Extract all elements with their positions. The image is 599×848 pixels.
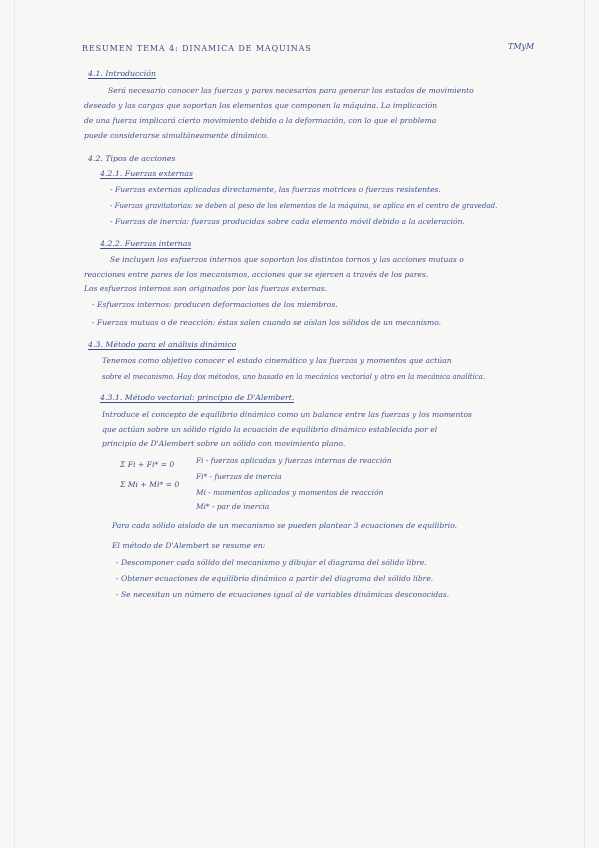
paragraph-line: que actúan sobre un sólido rígido la ecuación de equilibrio dinámico establecida por el <box>102 425 438 434</box>
section-heading-metodo: 4.3. Método para el análisis dinámico <box>88 340 237 349</box>
paragraph-line: sobre el mecanismo. Hay dos métodos, uno basado en la mecánica vectorial y otro en la mecánica analítica. <box>102 373 486 381</box>
definition-item: Mi* - par de inercia <box>196 502 270 511</box>
paragraph-line: Será necesario conocer las fuerzas y pares necesarios para generar los estados de movimiento <box>108 86 474 95</box>
subsection-heading-vectorial: 4.3.1. Método vectorial: principio de D'Alembert. <box>100 393 295 402</box>
definition-item: Fi - fuerzas aplicadas y fuerzas internas de reacción <box>196 456 392 465</box>
section-heading-intro: 4.1. Introducción <box>88 69 156 78</box>
document-title: RESUMEN TEMA 4: DINÁMICA DE MÁQUINAS <box>82 44 312 53</box>
list-item: - Se necesitan un número de ecuaciones igual al de variables dinámicas desconocidas. <box>116 590 450 599</box>
formula-forces: Σ Fi + Fi* = 0 <box>120 460 175 469</box>
list-item: - Fuerzas externas aplicadas directamente, las fuerzas motrices o fuerzas resistentes. <box>110 185 441 194</box>
paragraph-line: deseado y las cargas que soportan los elementos que componen la máquina. La implicación <box>84 101 438 110</box>
paragraph-line: Para cada sólido aislado de un mecanismo se pueden plantear 3 ecuaciones de equilibrio. <box>112 521 458 530</box>
paragraph-line: reacciones entre pares de los mecanismos, acciones que se ejercen a través de los pares. <box>84 270 429 279</box>
paragraph-line: Introduce el concepto de equilibrio dinámico como un balance entre las fuerzas y los momentos <box>102 410 472 419</box>
subsection-heading-internas: 4.2.2. Fuerzas internas <box>100 239 192 248</box>
formula-moments: Σ Mi + Mi* = 0 <box>120 480 180 489</box>
subsection-heading-externas: 4.2.1. Fuerzas externas <box>100 169 193 178</box>
paragraph-line: Se incluyen los esfuerzos internos que soportan los distintos tornos y las acciones mutuas o <box>110 255 464 264</box>
paragraph-line: Los esfuerzos internos son originados por las fuerzas externas. <box>84 284 328 293</box>
list-item: - Descomponer cada sólido del mecanismo y dibujar el diagrama del sólido libre. <box>116 558 427 567</box>
list-item: - Obtener ecuaciones de equilibrio dinámico a partir del diagrama del sólido libre. <box>116 574 434 583</box>
author-initials: TMyM <box>508 42 535 51</box>
list-item: - Fuerzas mutuas o de reacción: éstas salen cuando se aíslan los sólidos de un mecanismo. <box>92 318 442 327</box>
list-item: - Esfuerzos internos: producen deformaciones de los miembros. <box>92 300 338 309</box>
paragraph-line: El método de D'Alembert se resume en: <box>112 541 266 550</box>
list-item: - Fuerzas de inercia: fuerzas producidas sobre cada elemento móvil debido a la aceleración. <box>110 217 465 226</box>
page-fold-line <box>14 0 15 848</box>
definition-item: Fi* - fuerzas de inercia <box>196 472 282 481</box>
list-item: - Fuerzas gravitatorias: se deben al peso de los elementos de la máquina, se aplica en el centro de gravedad. <box>110 202 498 210</box>
paragraph-line: de una fuerza implicará cierto movimiento debido a la deformación, con lo que el problema <box>84 116 437 125</box>
paragraph-line: puede considerarse simultáneamente dinámico. <box>84 131 269 140</box>
paragraph-line: principio de D'Alembert sobre un sólido con movimiento plano. <box>102 439 346 448</box>
paragraph-line: Tenemos como objetivo conocer el estado cinemático y las fuerzas y momentos que actúan <box>102 356 452 365</box>
section-heading-tipos: 4.2. Tipos de acciones <box>88 154 176 163</box>
page-fold-line <box>584 0 585 848</box>
definition-item: Mi - momentos aplicados y momentos de reacción <box>196 488 384 497</box>
